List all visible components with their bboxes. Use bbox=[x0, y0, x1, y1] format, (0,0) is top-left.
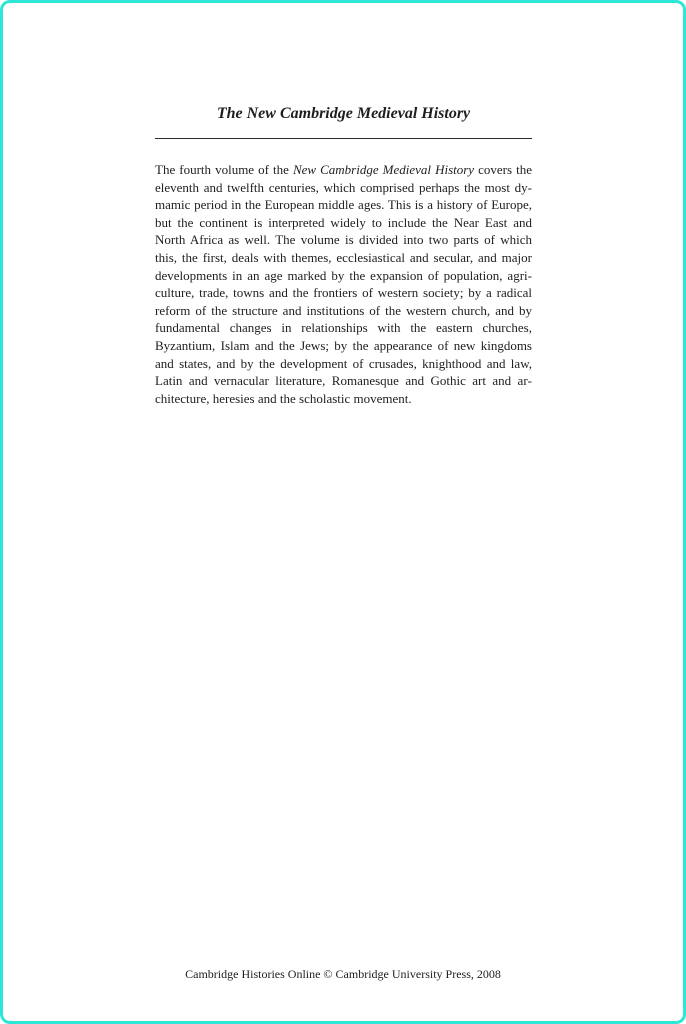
copyright-footer: Cambridge Histories Online © Cambridge University Press, 2008 bbox=[185, 967, 501, 981]
blurb-text-start: The fourth volume of the bbox=[155, 162, 293, 177]
blurb-text-rest: covers the eleventh and twelfth centuries, which comprised perhaps the most dymamic period in the European middle ages. This is a history of Europe, but the continent is interpreted widely to include the Near East and North Africa as well. The volume is divided into two parts of which this, the first, deals with themes, ecclesiastical and secular, and major developments in an age marked by the expansion of population, agriculture, trade, towns and the frontiers of western society; by a radical reform of the structure and institutions of the western church, and by fundamental changes in relationships with the eastern churches, Byzantium, Islam and the Jews; by the appearance of new kingdoms and states, and by the development of crusades, knighthood and law, Latin and vernacular literature, Romanesque and Gothic art and architecture, heresies and the scholastic movement. bbox=[155, 162, 533, 406]
blurb-paragraph bbox=[155, 161, 532, 407]
running-header-title: The New Cambridge Medieval History bbox=[216, 105, 471, 122]
blurb-book-title: New Cambridge Medieval History bbox=[292, 162, 475, 177]
header-rule bbox=[155, 138, 532, 139]
